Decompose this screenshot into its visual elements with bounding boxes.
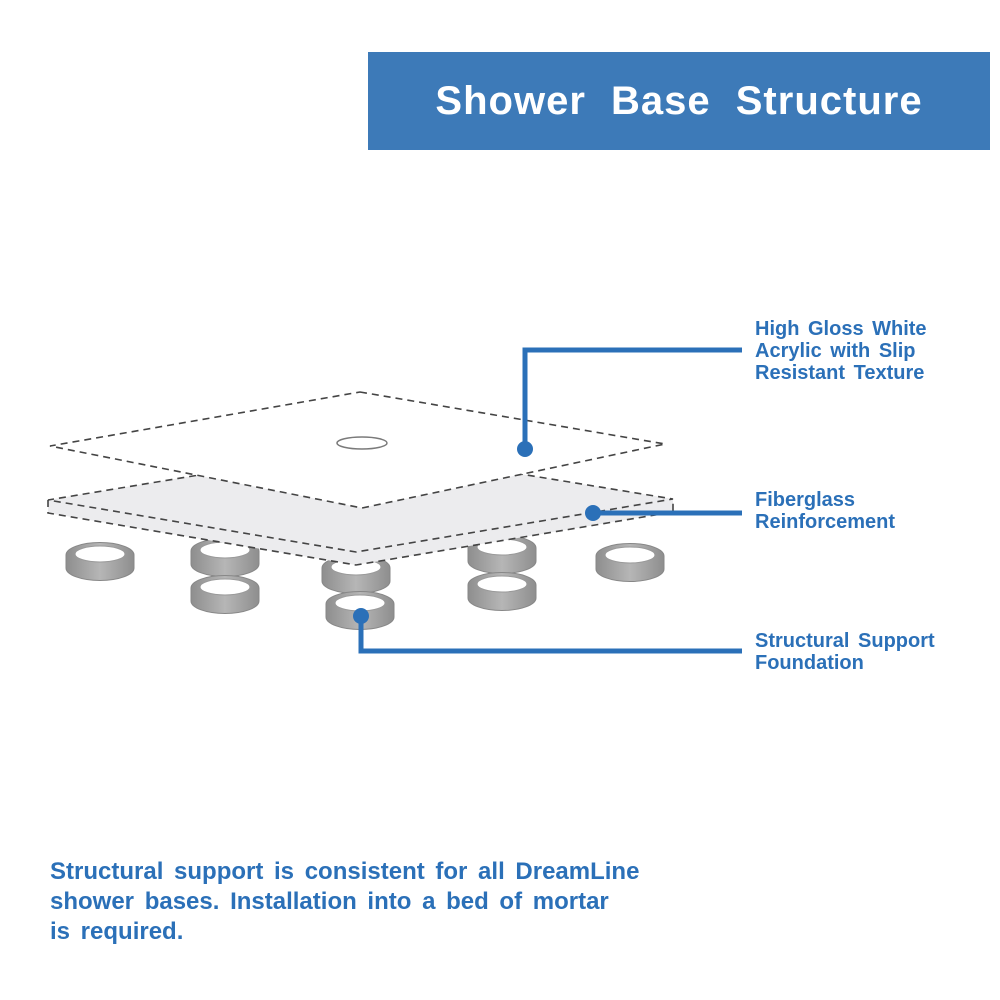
drain-hole (337, 437, 387, 449)
support-connector-line (361, 613, 742, 651)
support-ring (596, 544, 664, 582)
footer-line: Structural support is consistent for all DreamLine (50, 858, 640, 885)
footer-line: shower bases. Installation into a bed of mortar (50, 888, 609, 915)
support-connector-dot (353, 608, 369, 624)
callout-line: Acrylic with Slip (755, 340, 916, 362)
callout-line: Resistant Texture (755, 362, 925, 384)
callout-line: Fiberglass (755, 489, 856, 511)
callout-support (755, 630, 935, 674)
fiberglass-connector-dot (585, 505, 601, 521)
callout-fiberglass (755, 489, 895, 533)
page-title: Shower Base Structure (435, 78, 923, 123)
support-ring (66, 543, 134, 581)
callout-line: Foundation (755, 652, 864, 674)
callout-line: Structural Support (755, 630, 935, 652)
support-ring (468, 573, 536, 611)
footer-line: is required. (50, 918, 184, 945)
callout-line: High Gloss White (755, 318, 927, 340)
support-ring (191, 575, 259, 613)
footer-note (50, 857, 639, 947)
acrylic-connector-dot (517, 441, 533, 457)
callout-acrylic (755, 318, 927, 384)
callout-line: Reinforcement (755, 511, 896, 533)
